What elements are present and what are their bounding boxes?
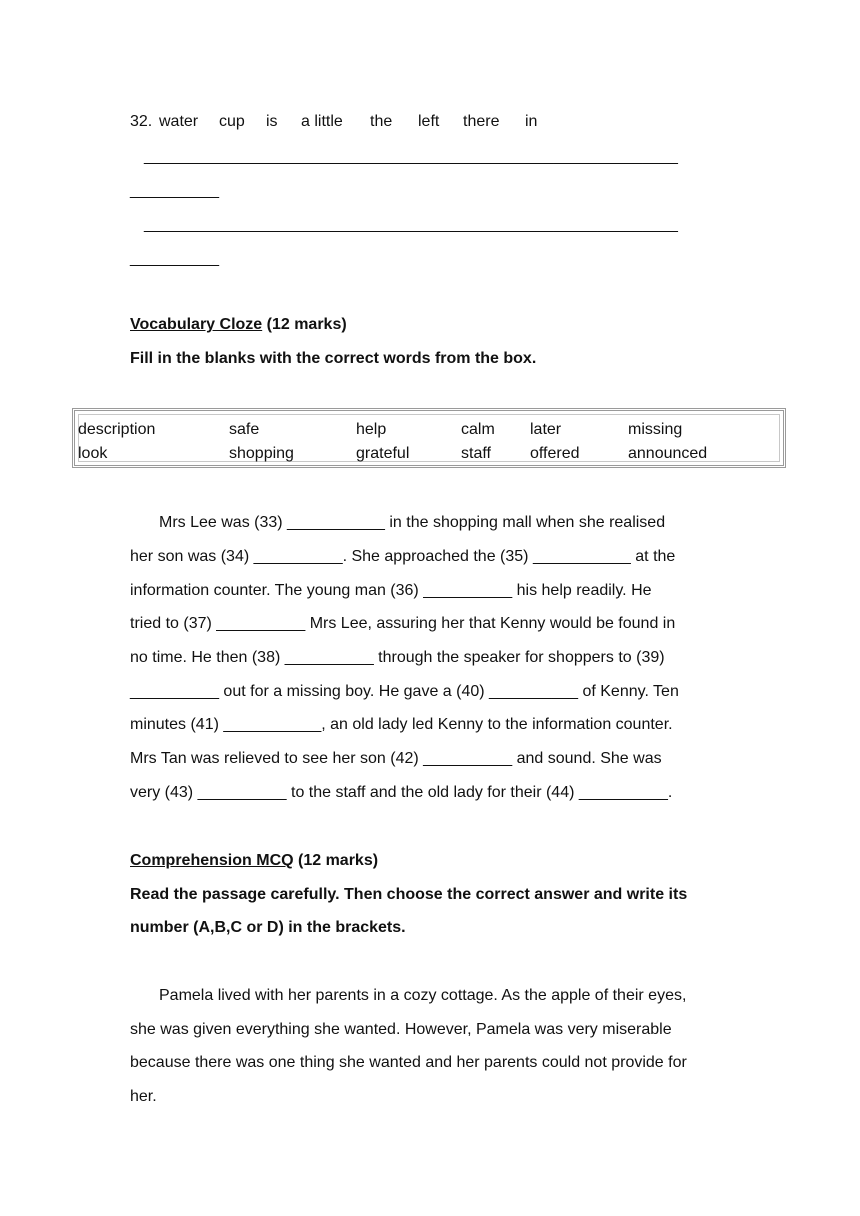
comprehension-passage-line: she was given everything she wanted. However, Pamela was very miserable: [130, 1021, 672, 1038]
question-32: [130, 113, 730, 133]
word-box-item: calm: [461, 421, 495, 438]
comprehension-heading-title: Comprehension MCQ: [130, 852, 294, 869]
scrambled-word: the: [370, 113, 393, 130]
comprehension-passage-line: because there was one thing she wanted and her parents could not provide for: [130, 1054, 687, 1071]
scrambled-word: is: [266, 113, 278, 130]
word-box-item: later: [530, 421, 562, 438]
comprehension-instruction-line: number (A,B,C or D) in the brackets.: [130, 919, 406, 936]
cloze-passage-line: Mrs Lee was (33) ___________ in the shopping mall when she realised: [159, 514, 666, 531]
scrambled-word: in: [525, 113, 538, 130]
vocab-heading-title: Vocabulary Cloze: [130, 316, 263, 333]
comprehension-instruction-line: Read the passage carefully. Then choose the correct answer and write its: [130, 886, 688, 903]
word-box-item: announced: [628, 445, 708, 462]
vocab-heading-marks: (12 marks): [262, 316, 347, 333]
word-box-item: missing: [628, 421, 683, 438]
comprehension-heading: [130, 852, 378, 870]
comprehension-passage-line: her.: [130, 1088, 157, 1105]
answer-line-continuation[interactable]: __________: [130, 250, 219, 267]
cloze-passage-line: very (43) __________ to the staff and the old lady for their (44) __________.: [130, 784, 673, 801]
word-box-item: staff: [461, 445, 491, 462]
vocab-instruction: Fill in the blanks with the correct words from the box.: [130, 350, 537, 367]
scrambled-word: a little: [301, 113, 343, 130]
cloze-passage-line: minutes (41) ___________, an old lady led Kenny to the information counter.: [130, 716, 673, 733]
word-box-item: safe: [229, 421, 260, 438]
word-box-item: description: [78, 421, 156, 438]
vocab-heading: [130, 316, 347, 334]
cloze-passage-line: information counter. The young man (36) __________ his help readily. He: [130, 582, 652, 599]
scrambled-word: cup: [219, 113, 245, 130]
comprehension-passage-line: Pamela lived with her parents in a cozy cottage. As the apple of their eyes,: [159, 987, 687, 1004]
answer-line[interactable]: ____________________________________________________________: [144, 148, 678, 165]
word-box-item: grateful: [356, 445, 410, 462]
word-box-item: offered: [530, 445, 580, 462]
comprehension-heading-marks: (12 marks): [293, 852, 379, 869]
word-box-item: look: [78, 445, 108, 462]
cloze-passage-line: tried to (37) __________ Mrs Lee, assuring her that Kenny would be found in: [130, 615, 676, 632]
cloze-passage-line: Mrs Tan was relieved to see her son (42) __________ and sound. She was: [130, 750, 662, 767]
scrambled-word: left: [418, 113, 440, 130]
cloze-passage-line: her son was (34) __________. She approached the (35) ___________ at the: [130, 548, 676, 565]
word-box-item: shopping: [229, 445, 294, 462]
cloze-passage-line: no time. He then (38) __________ through the speaker for shoppers to (39): [130, 649, 665, 666]
scrambled-word: there: [463, 113, 500, 130]
cloze-passage-line: __________ out for a missing boy. He gave a (40) __________ of Kenny. Ten: [130, 683, 679, 700]
answer-line[interactable]: ____________________________________________________________: [144, 216, 678, 233]
word-box-item: help: [356, 421, 387, 438]
question-number: 32.: [130, 113, 153, 130]
scrambled-word: water: [159, 113, 199, 130]
answer-line-continuation[interactable]: __________: [130, 182, 219, 199]
